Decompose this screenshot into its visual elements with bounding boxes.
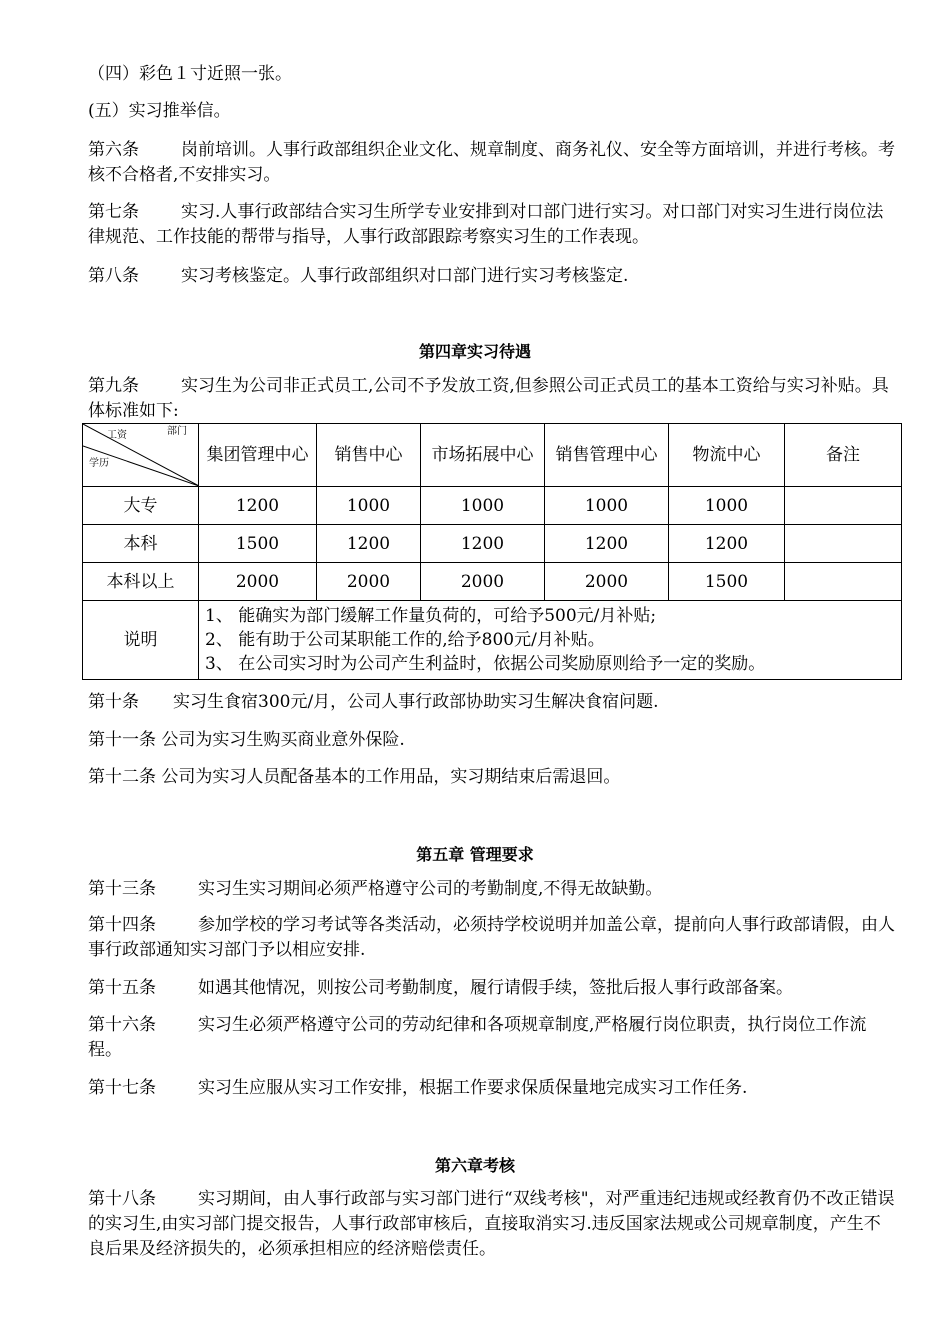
article-12: 第十二条 公司为实习人员配备基本的工作用品，实习期结束后需退回。 <box>88 767 621 787</box>
article-7 <box>88 200 896 250</box>
row-label: 本科以上 <box>83 563 199 601</box>
table-cell: 1000 <box>421 487 545 525</box>
article-label: 第十六条 <box>88 1015 156 1035</box>
article-text: 岗前培训。人事行政部组织企业文化、规章制度、商务礼仪、安全等方面培训，并进行考核。考核不合格者,不安排实习。 <box>88 140 895 185</box>
article-label: 第七条 <box>88 202 139 222</box>
notes-row <box>83 601 902 680</box>
allowance-table <box>82 423 902 680</box>
article-text: 实习期间，由人事行政部与实习部门进行“双线考核"，对严重违纪违规或经教育仍不改正错误的实习生,由实习部门提交报告，人事行政部审核后，直接取消实习.违反国家法规或公司规章制度，产生不良后果及经济损失的，必须承担相应的经济赔偿责任。 <box>88 1189 895 1259</box>
corner-edu-label: 学历 <box>89 458 109 469</box>
header-cell: 备注 <box>785 424 902 487</box>
table-cell: 1000 <box>669 487 785 525</box>
article-text: 参加学校的学习考试等各类活动，必须持学校说明并加盖公章，提前向人事行政部请假，由人事行政部通知实习部门予以相应安排. <box>88 915 895 960</box>
table-row <box>83 525 902 563</box>
table-cell: 1000 <box>317 487 421 525</box>
chapter-6-title: 第六章考核 <box>434 1156 515 1175</box>
table-cell: 1200 <box>421 525 545 563</box>
notes-cell <box>199 601 902 680</box>
article-label: 第十四条 <box>88 915 156 935</box>
article-text: 如遇其他情况，则按公司考勤制度，履行请假手续，签批后报人事行政部备案。 <box>198 978 793 998</box>
row-label: 本科 <box>83 525 199 563</box>
article-label: 第十七条 <box>88 1078 156 1098</box>
table-cell: 1000 <box>545 487 669 525</box>
item-five: (五）实习推举信。 <box>88 101 231 121</box>
table-cell: 2000 <box>421 563 545 601</box>
table-cell: 1200 <box>199 487 317 525</box>
chapter-5-title: 第五章 管理要求 <box>416 845 534 864</box>
header-cell: 物流中心 <box>669 424 785 487</box>
table-cell: 2000 <box>545 563 669 601</box>
table-cell: 1200 <box>669 525 785 563</box>
table-row <box>83 563 902 601</box>
article-label: 第八条 <box>88 266 139 286</box>
header-cell: 市场拓展中心 <box>421 424 545 487</box>
article-16 <box>88 1013 896 1063</box>
article-11: 第十一条 公司为实习生购买商业意外保险. <box>88 730 405 750</box>
table-header-row <box>83 424 902 487</box>
notes-label: 说明 <box>83 601 199 680</box>
header-cell: 销售中心 <box>317 424 421 487</box>
row-label: 大专 <box>83 487 199 525</box>
table-cell <box>785 563 902 601</box>
table-cell <box>785 525 902 563</box>
article-label: 第十八条 <box>88 1189 156 1209</box>
table-cell: 1200 <box>545 525 669 563</box>
article-6 <box>88 138 896 188</box>
article-9 <box>88 374 896 424</box>
chapter-4-title: 第四章实习待遇 <box>418 342 531 361</box>
article-text: 实习考核鉴定。人事行政部组织对口部门进行实习考核鉴定. <box>181 266 629 286</box>
article-13 <box>88 877 896 902</box>
note-item: 3、 在公司实习时为公司产生利益时，依据公司奖励原则给予一定的奖励。 <box>205 654 766 674</box>
table-cell: 1200 <box>317 525 421 563</box>
table-cell: 2000 <box>199 563 317 601</box>
article-15 <box>88 976 896 1001</box>
article-18 <box>88 1187 896 1262</box>
article-14 <box>88 913 896 963</box>
article-text: 实习生必须严格遵守公司的劳动纪律和各项规章制度,严格履行岗位职责，执行岗位工作流程。 <box>88 1015 867 1060</box>
article-text: 实习生实习期间必须严格遵守公司的考勤制度,不得无故缺勤。 <box>198 879 663 899</box>
note-item: 1、 能确实为部门缓解工作量负荷的，可给予500元/月补贴; <box>205 606 657 626</box>
table-row <box>83 487 902 525</box>
article-text: 实习.人事行政部结合实习生所学专业安排到对口部门进行实习。对口部门对实习生进行岗位法律规范、工作技能的帮带与指导，人事行政部跟踪考察实习生的工作表现。 <box>88 202 884 247</box>
article-label: 第十五条 <box>88 978 156 998</box>
header-cell: 销售管理中心 <box>545 424 669 487</box>
article-label: 第六条 <box>88 140 139 160</box>
corner-salary-label: 工资 <box>107 430 127 441</box>
article-17 <box>88 1076 896 1101</box>
article-label: 第九条 <box>88 376 139 396</box>
article-text: 实习生应服从实习工作安排，根据工作要求保质保量地完成实习工作任务. <box>198 1078 748 1098</box>
article-8 <box>88 264 896 289</box>
table-cell: 1500 <box>199 525 317 563</box>
article-text: 实习生为公司非正式员工,公司不予发放工资,但参照公司正式员工的基本工资给与实习补贴。具体标准如下: <box>88 376 889 421</box>
note-item: 2、 能有助于公司某职能工作的,给予800元/月补贴。 <box>205 630 605 650</box>
item-four: （四）彩色１寸近照一张。 <box>88 64 292 84</box>
corner-cell <box>83 424 199 487</box>
article-10: 第十条 实习生食宿300元/月，公司人事行政部协助实习生解决食宿问题. <box>88 692 659 712</box>
table-cell: 1500 <box>669 563 785 601</box>
header-cell: 集团管理中心 <box>199 424 317 487</box>
table-cell: 2000 <box>317 563 421 601</box>
article-label: 第十三条 <box>88 879 156 899</box>
corner-dept-label: 部门 <box>167 426 187 437</box>
table-cell <box>785 487 902 525</box>
